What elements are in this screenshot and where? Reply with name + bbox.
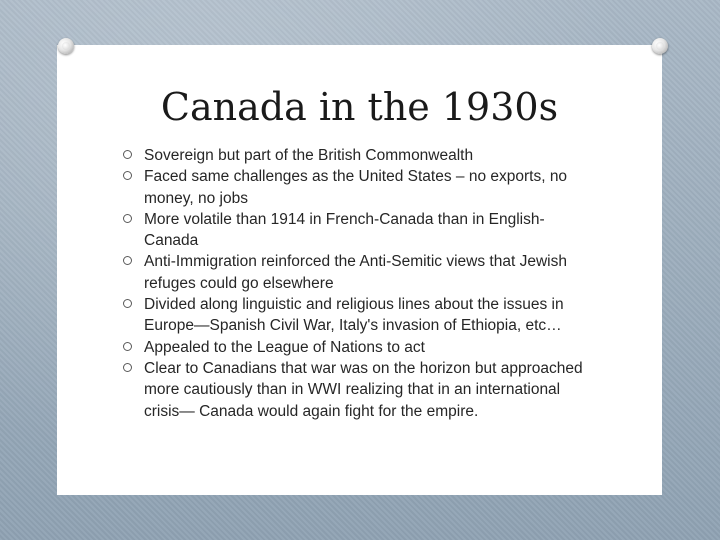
pushpin-icon (58, 38, 74, 54)
pushpin-icon (652, 38, 668, 54)
circle-bullet-icon (123, 256, 132, 265)
circle-bullet-icon (123, 214, 132, 223)
bullet-item (121, 145, 591, 166)
circle-bullet-icon (123, 171, 132, 180)
circle-bullet-icon (123, 363, 132, 372)
circle-bullet-icon (123, 342, 132, 351)
bullet-text: Clear to Canadians that war was on the horizon but approached more cautiously than in WWI realizing that in an international crisis— Canada would again fight for the empire. (144, 359, 583, 420)
bullet-text: Appealed to the League of Nations to act (144, 338, 425, 356)
circle-bullet-icon (123, 150, 132, 159)
bullet-list (121, 145, 591, 422)
slide-title: Canada in the 1930s (160, 85, 559, 129)
bullet-text: Divided along linguistic and religious lines about the issues in Europe—Spanish Civil War, Italy's invasion of Ethiopia, etc… (144, 296, 564, 335)
bullet-item (121, 337, 591, 358)
circle-bullet-icon (123, 299, 132, 308)
bullet-text: Anti-Immigration reinforced the Anti-Semitic views that Jewish refuges could go elsewhere (144, 253, 567, 292)
bullet-item (121, 294, 591, 337)
bullet-text: More volatile than 1914 in French-Canada than in English-Canada (144, 210, 545, 250)
bullet-text: Faced same challenges as the United States – no exports, no money, no jobs (144, 168, 568, 207)
bullet-item (121, 251, 591, 294)
bullet-item (121, 209, 591, 252)
bullet-item (121, 358, 591, 422)
bullet-item (121, 166, 591, 209)
bullet-text: Sovereign but part of the British Commonwealth (144, 147, 474, 164)
